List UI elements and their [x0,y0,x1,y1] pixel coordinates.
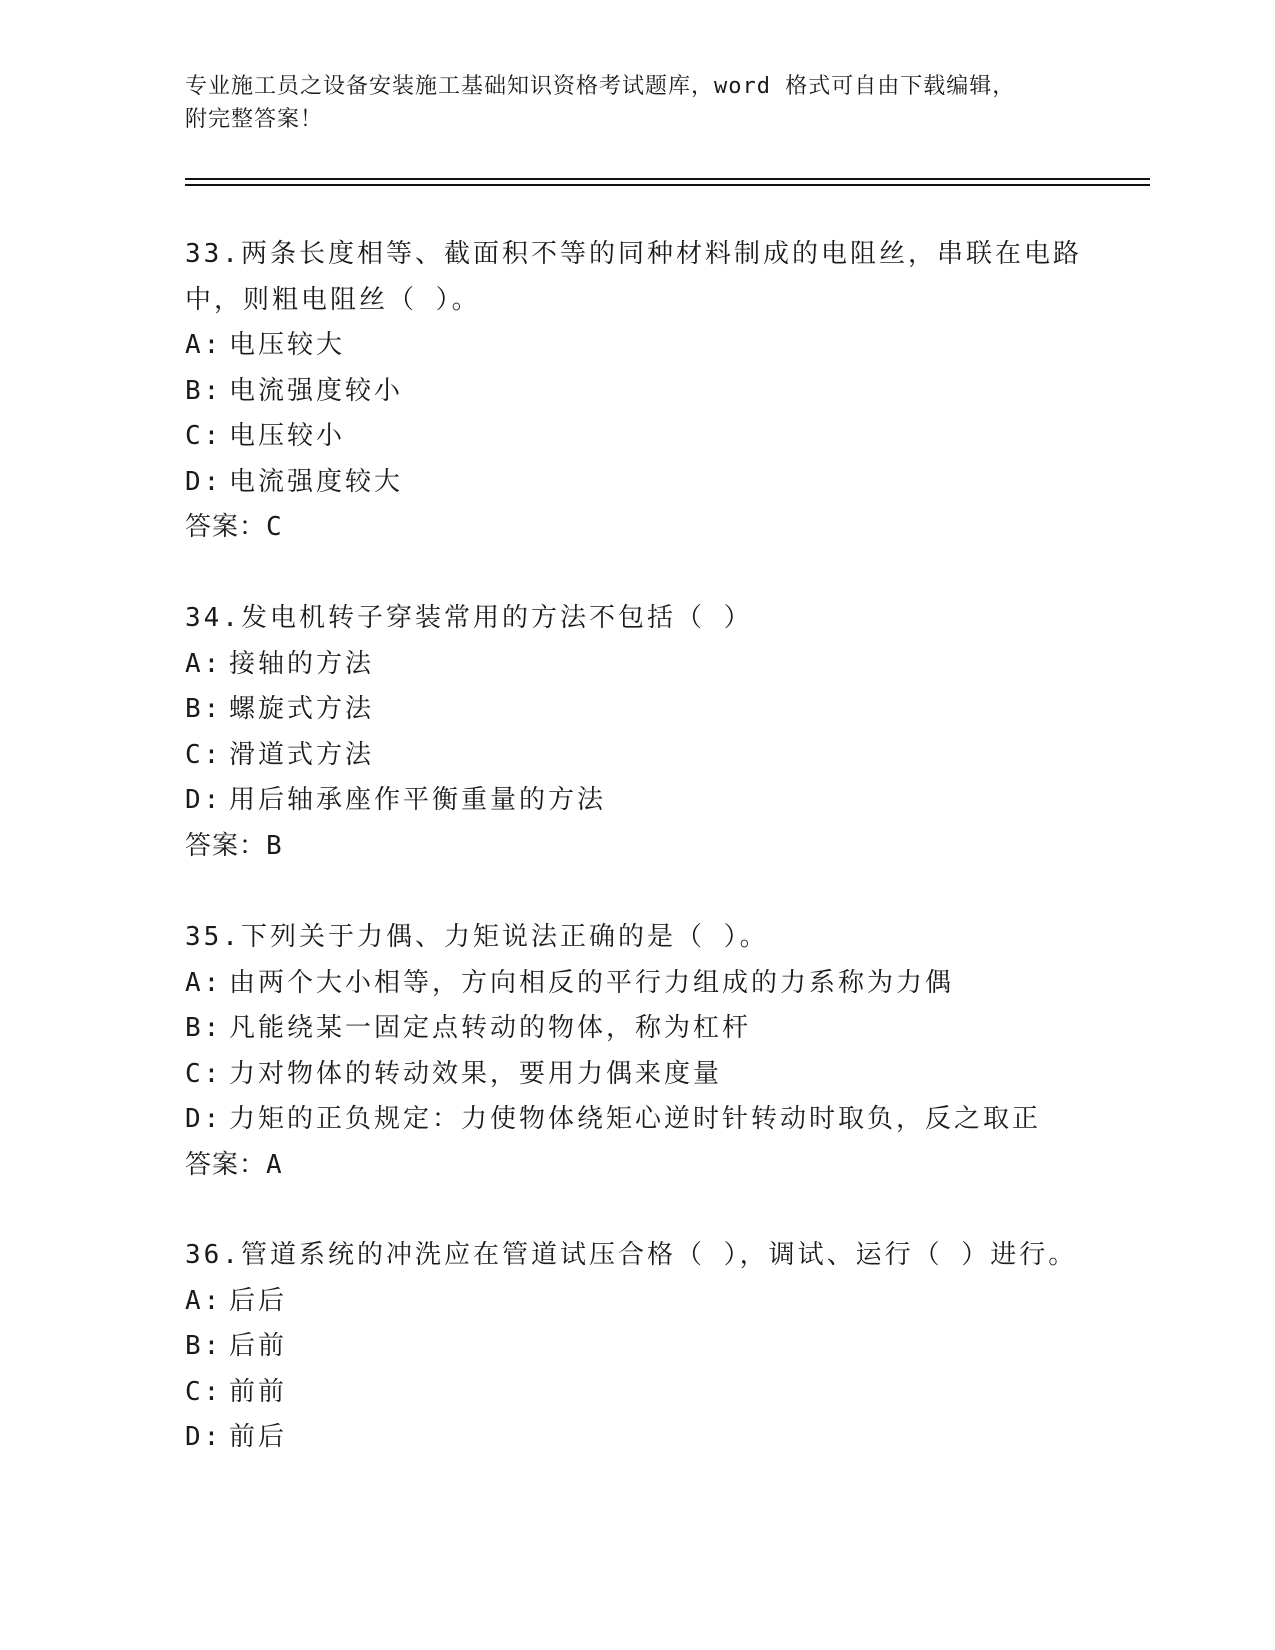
header-line-1: 专业施工员之设备安装施工基础知识资格考试题库，word 格式可自由下载编辑， [185,74,1016,99]
question-stem-line-1: 35.下列关于力偶、力矩说法正确的是（ ）。 [185,922,769,952]
option-letter: B: [185,375,223,406]
option-letter: A: [185,648,223,679]
answer-line [185,1143,1085,1189]
option-letter: B: [185,1013,223,1043]
option-letter: C: [185,1058,223,1089]
option-text: 电压较大 [229,330,346,360]
question-35 [185,915,1085,1188]
option-text: 由两个大小相等，方向相反的平行力组成的力系称为力偶 [229,967,955,998]
option-text: 螺旋式方法 [229,694,375,724]
header-divider-top [185,178,1150,180]
answer-value: A [266,1149,283,1180]
option-text: 电流强度较小 [229,375,404,406]
option-letter: C: [185,421,223,451]
option-text: 电流强度较大 [229,466,404,497]
option-text: 前后 [229,1422,288,1452]
option-a [185,961,1085,1007]
option-letter: D: [185,466,223,497]
option-text: 后前 [229,1331,288,1361]
option-text: 电压较小 [229,421,346,451]
answer-label: 答案： [185,830,267,861]
question-36 [185,1233,1085,1461]
option-text: 后后 [229,1285,288,1316]
option-a [185,1279,1085,1325]
option-b [185,687,1085,733]
option-letter: A: [185,967,223,998]
question-stem-line-1: 34.发电机转子穿装常用的方法不包括（ ） [185,603,753,633]
option-text: 凡能绕某一固定点转动的物体，称为杠杆 [229,1013,752,1043]
question-stem-line-1: 36.管道系统的冲洗应在管道试压合格（ ），调试、运行（ ）进行。 [185,1240,1078,1270]
question-stem-line-1: 33.两条长度相等、截面积不等的同种材料制成的电阻丝，串联在电路 [185,239,1082,269]
answer-line [185,505,1085,551]
option-c [185,1052,1085,1098]
option-d [185,1097,1085,1143]
header-divider-bottom [185,184,1150,186]
option-c [185,1370,1085,1416]
option-d [185,1415,1085,1461]
option-letter: D: [185,785,223,815]
option-letter: B: [185,1331,223,1361]
option-letter: A: [185,330,223,360]
option-c [185,414,1085,460]
question-34 [185,596,1085,869]
question-stem-line-2: 中，则粗电阻丝（ ）。 [185,284,481,315]
option-text: 滑道式方法 [229,739,375,770]
option-text: 前前 [229,1376,288,1407]
question-33 [185,232,1085,551]
option-letter: C: [185,1376,223,1407]
answer-value: C [266,512,283,542]
document-header [185,70,1085,136]
answer-label: 答案： [185,1149,267,1180]
option-letter: D: [185,1104,223,1134]
option-text: 力矩的正负规定：力使物体绕矩心逆时针转动时取负，反之取正 [229,1104,1042,1134]
option-c [185,733,1085,779]
option-b [185,1324,1085,1370]
option-letter: B: [185,694,223,724]
option-b [185,1006,1085,1052]
answer-line [185,824,1085,870]
option-letter: C: [185,739,223,770]
option-a [185,642,1085,688]
option-b [185,369,1085,415]
option-text: 用后轴承座作平衡重量的方法 [229,785,607,815]
option-text: 接轴的方法 [229,648,375,679]
option-a [185,323,1085,369]
option-d [185,460,1085,506]
option-text: 力对物体的转动效果，要用力偶来度量 [229,1058,723,1089]
option-d [185,778,1085,824]
answer-value: B [266,830,283,861]
option-letter: A: [185,1285,223,1316]
option-letter: D: [185,1422,223,1452]
answer-label: 答案： [185,512,267,542]
header-line-2: 附完整答案！ [185,107,324,132]
